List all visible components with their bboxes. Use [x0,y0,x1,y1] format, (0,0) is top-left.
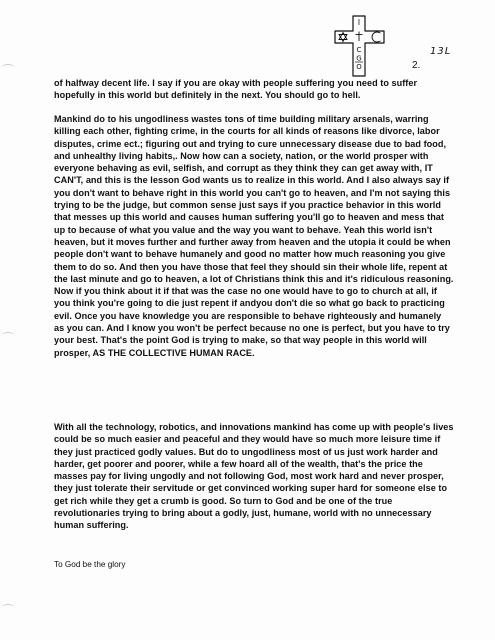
scan-edge-mark [2,332,14,339]
paragraph-3: With all the technology, robotics, and innovations mankind has come up with people's lives could be so much easier and peaceful and they would have so much more leisure time if they just practiced godly values. But do to ungodliness most of us just work harder and harder, get poorer and poorer, while a few hoard all of the wealth, that's the price the masses pay for living ungodly and not following God, most work hard and never prosper, they just tolerate their servitude or get convinced working super hard for someone else to get rich while they get a crumb is good. So turn to God and be one of the true revolutionaries trying to bring about a godly, just, humane, world with no unnecessary human suffering. [54,422,454,531]
crescent-icon [372,32,383,42]
scan-edge-mark [2,604,14,611]
emblem-letter-2: C [356,46,362,54]
cross-emblem-icon [332,14,392,78]
scan-edge-mark [2,64,14,71]
closing-line: To God be the glory [54,560,126,569]
emblem-letter-1: I [357,18,361,27]
emblem-letter-3: G [356,54,362,63]
paragraph-1: of halfway decent life. I say if you are okay with people suffering you need to suffer hopefully in this world but definitely in the next. You should go to hell. [54,78,418,101]
page-number: 2. [412,60,421,71]
small-cross-icon [356,32,363,42]
emblem-letter-4: O [356,63,362,71]
star-of-david-icon [339,33,347,42]
paragraph-2: Mankind do to his ungodliness wastes tons of time building military arsenals, warring killing each other, fighting crime, in the courts for all kinds of reasons like divorce, labor disputes, crime ect.; figuring out and trying to cure unnecessary disease due to bad food, and unhealthy living habits,. Now how can a society, nation, or the world prosper with everyone behaving as evil, selfish, and corrupt as they think they can get away with, IT CAN'T, and this is the lesson God wants us to realize in this world. And I also always say if you don't want to behave right in this world you can't go to heaven, and I'm not saying this trying to be the judge, but common sense just says if you practice behavior in this world that messes up this world and causes human suffering you'll go to heaven and mess that up to because of what you value and the way you want to behave. Yeah this world isn't heaven, but it moves further and further away from heaven and the utopia it could be when people don't want to behave humanely and good no matter how much reasoning you give them to do so. And then you have those that feel they should sin their whole life, repent at the last minute and go to heaven, a lot of Christians think this and it's ridiculous reasoning. Now if you think about it if that was the case no one would have to go to church at all, if you think you're going to die just repent if andyou don't die so what go back to practicing evil. Once you have knowledge you are responsible to behave righteously and humanely as you can. And I know you won't be perfect because no one is perfect, but you have to try your best. That's the point God is trying to make, so that way people in this world will prosper, AS THE COLLECTIVE HUMAN RACE. [54,114,454,358]
handwritten-page-mark: 13L [430,46,452,57]
